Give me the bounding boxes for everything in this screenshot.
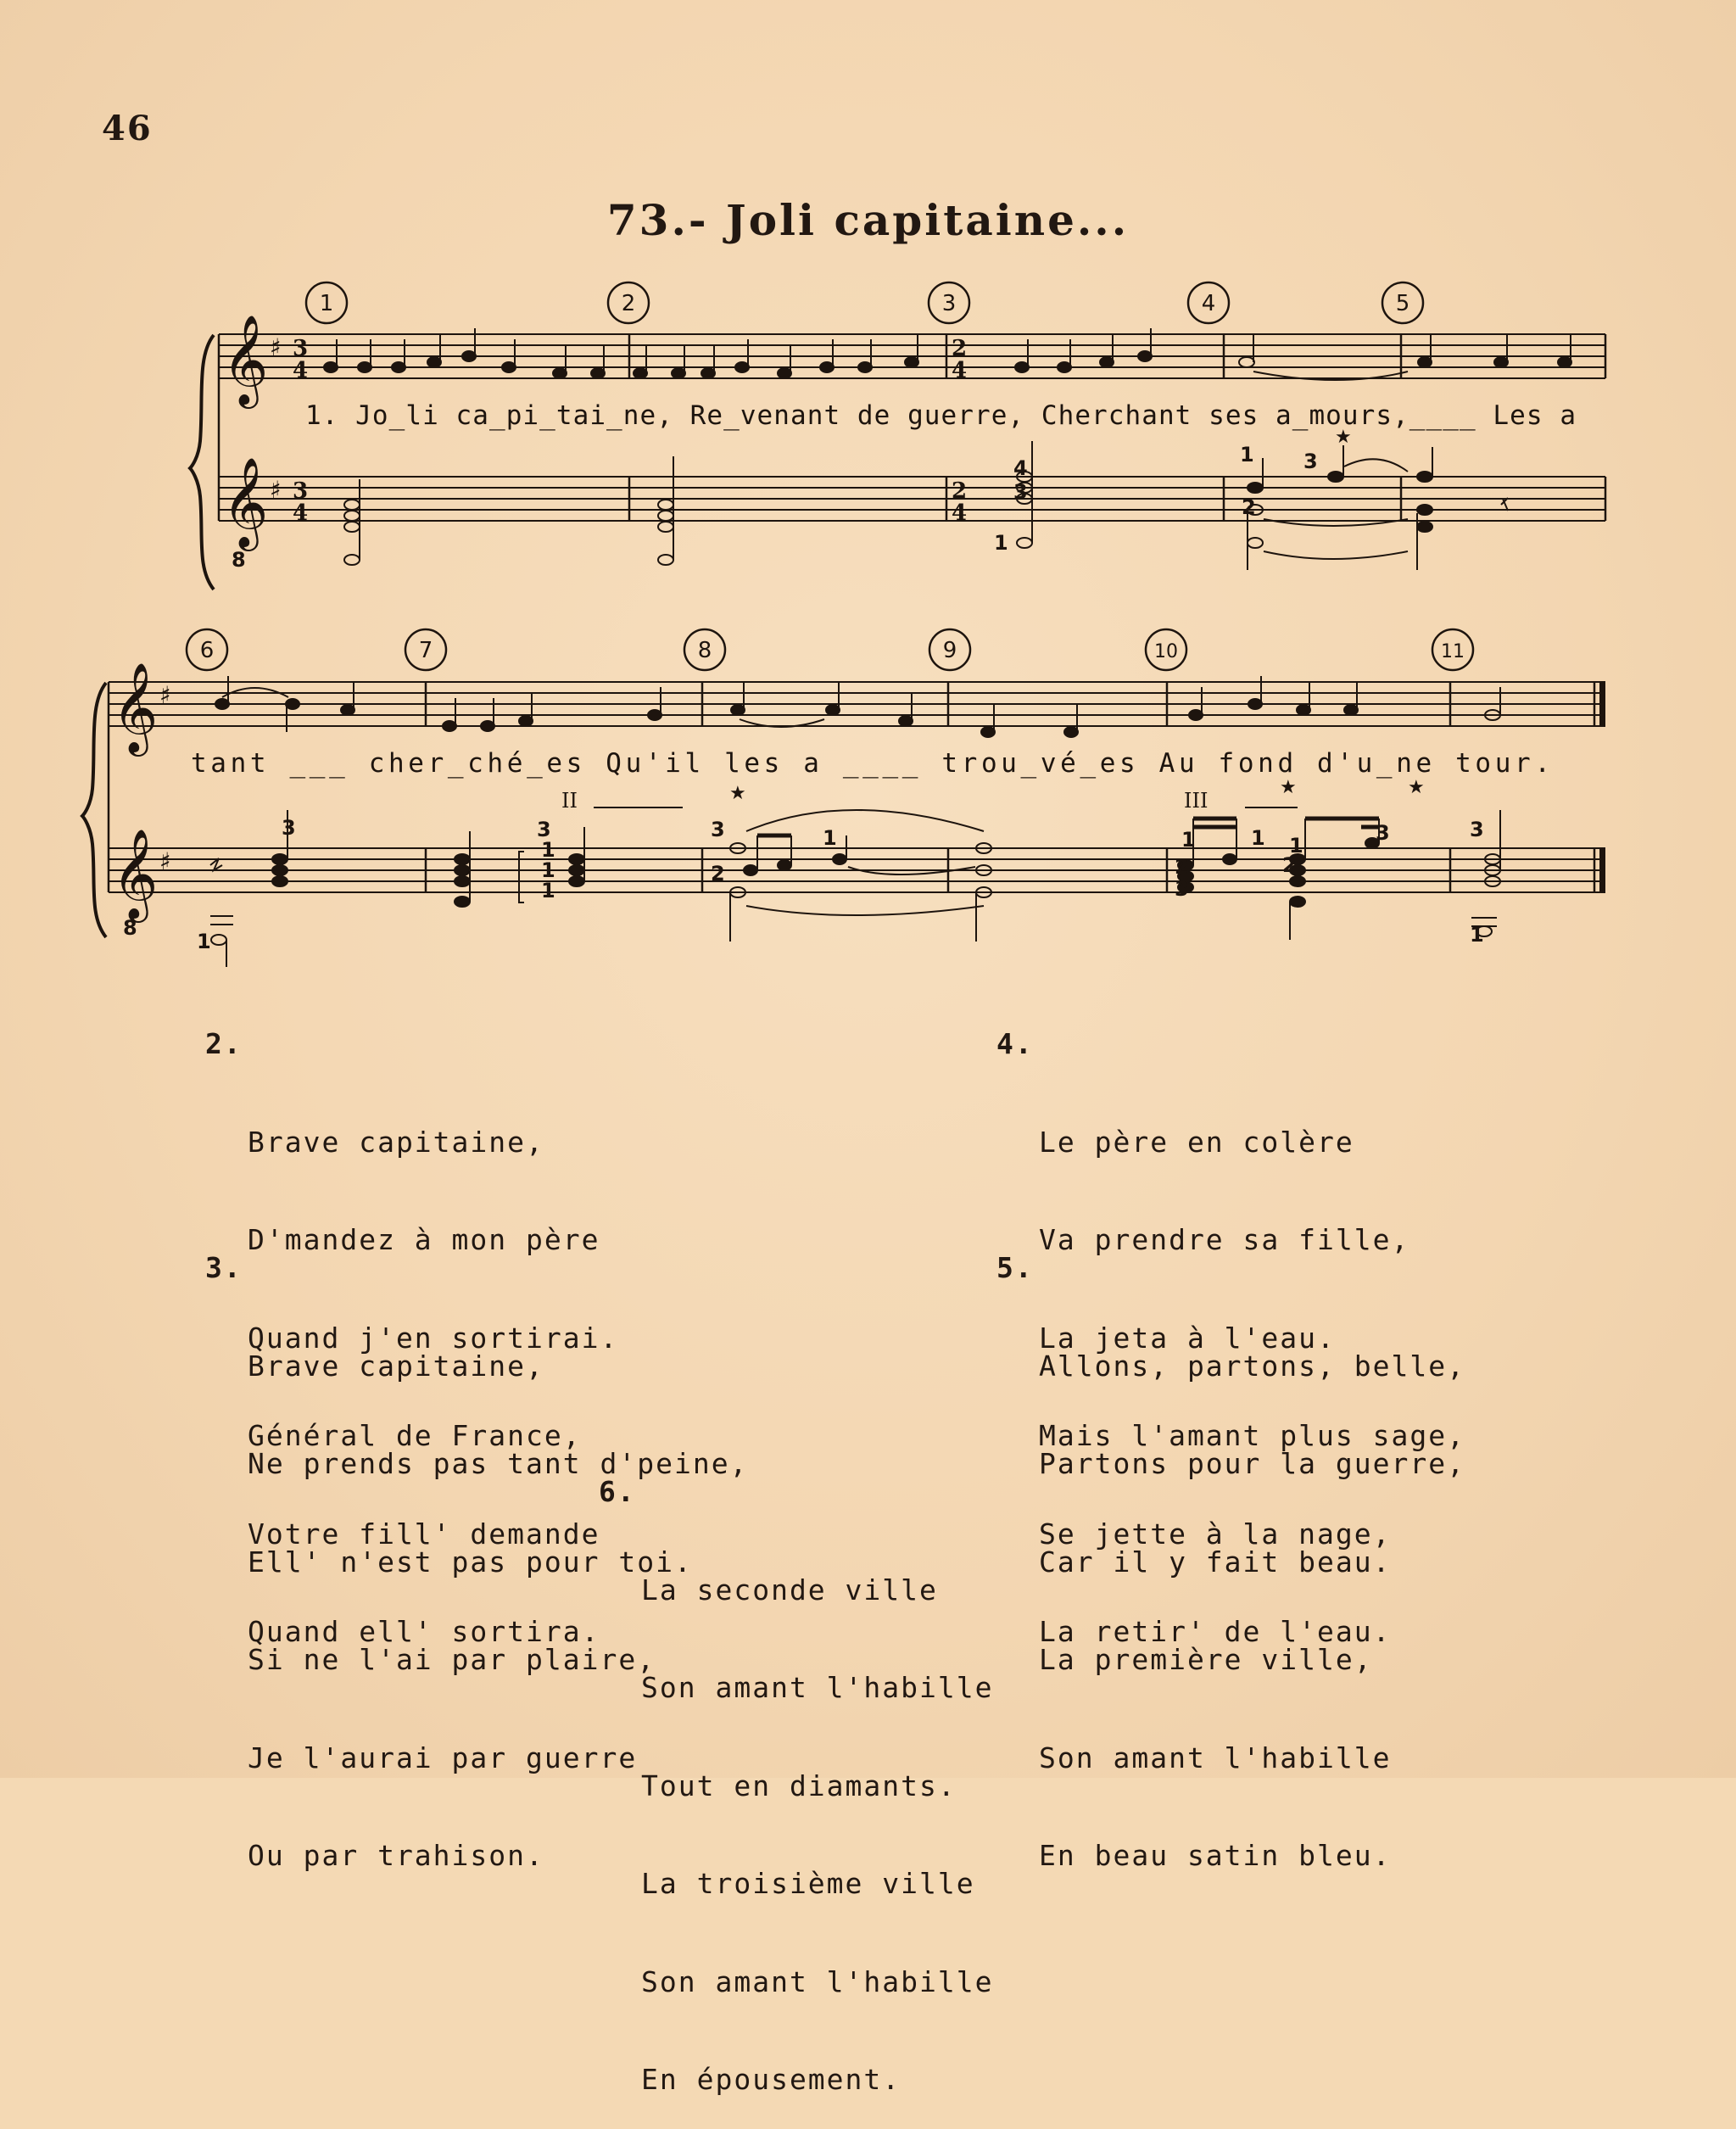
verse-line: En beau satin bleu.	[1039, 1839, 1392, 1872]
system1-measure-circles	[306, 282, 1423, 323]
verse-line: Allons, partons, belle,	[1039, 1349, 1465, 1383]
measure-number: 3	[941, 291, 957, 316]
verse-line: La première ville,	[1039, 1643, 1373, 1676]
verse-line: Car il y fait beau.	[1039, 1545, 1392, 1579]
fingering: 3	[711, 818, 725, 841]
system1-guitar-chords	[344, 441, 1508, 570]
measure-number: 10	[1154, 641, 1178, 662]
fingering: 4	[1013, 456, 1028, 480]
verse-line: Va prendre sa fille,	[1039, 1223, 1410, 1256]
system2-brace	[82, 683, 106, 937]
verse-5	[996, 1251, 1465, 1905]
star-icon: ★	[729, 783, 746, 804]
svg-text:4: 4	[952, 500, 968, 526]
measure-number: 1	[319, 291, 334, 316]
fingering: 1	[541, 838, 555, 862]
svg-text:4: 4	[293, 358, 309, 383]
verse-line: Brave capitaine,	[248, 1125, 544, 1159]
system1-vocal-staff	[219, 334, 1605, 378]
fingering: 3	[1303, 450, 1318, 473]
fingering: 2	[1175, 855, 1189, 879]
fingering: 1	[994, 531, 1008, 555]
verse-number: 3.	[205, 1251, 243, 1284]
system2-vocal-notes	[215, 676, 1500, 737]
lyric-line-1: 1. Jo_li ca_pi_tai_ne, Re_venant de guerre, Cherchant ses a_mours,____ Les a	[305, 400, 1577, 431]
fingering: 1	[541, 858, 555, 882]
fingering: 1	[1289, 834, 1303, 858]
fingering: 2	[1242, 495, 1256, 519]
measure-number: 7	[418, 638, 433, 663]
svg-text:4: 4	[293, 500, 309, 526]
score-svg	[0, 0, 1736, 1018]
measure-number: 8	[697, 638, 712, 663]
fingering: 2	[1282, 853, 1297, 877]
star-icon: ★	[1335, 427, 1352, 448]
sharp-icon: ♯	[270, 333, 282, 361]
fingering: 1	[1181, 828, 1196, 852]
system1-brace	[190, 335, 214, 590]
verse-line: Partons pour la guerre,	[1039, 1447, 1465, 1480]
treble-clef-icon: 𝄞	[112, 828, 159, 919]
sharp-icon: ♯	[159, 681, 171, 709]
verse-line: La retir' de l'eau.	[1039, 1615, 1392, 1648]
sharp-icon: ♯	[270, 476, 282, 504]
treble-clef-icon: 𝄞	[112, 662, 159, 752]
time-signature: 3	[293, 336, 309, 361]
verse-line: La seconde ville	[641, 1573, 938, 1607]
music-score	[0, 0, 1736, 1018]
verse-line: Quand ell' sortira.	[248, 1615, 600, 1648]
fingering: 1	[1251, 826, 1265, 850]
system2-guitar-chords	[210, 810, 1500, 967]
fingering: 2	[711, 862, 725, 886]
measure-number: 6	[199, 638, 215, 663]
fingering: 3	[1013, 480, 1028, 504]
octave-mark: 8	[232, 548, 246, 572]
fingering: 1	[823, 826, 837, 850]
system1-vocal-notes	[324, 328, 1571, 380]
fingering: 3	[1470, 818, 1484, 841]
page-number: 46	[102, 109, 153, 148]
verse-line: Ell' n'est pas pour toi.	[248, 1545, 693, 1579]
measure-number: 5	[1395, 291, 1410, 316]
verse-line: D'mandez à mon père	[248, 1223, 600, 1256]
verse-line: Quand j'en sortirai.	[248, 1321, 619, 1355]
time-signature: 2	[952, 336, 968, 361]
sharp-icon: ♯	[159, 847, 171, 875]
verse-line: La jeta à l'eau.	[1039, 1321, 1336, 1355]
lyric-line-2: tant ___ cher_ché_es Qu'il les a ____ trou_vé_es Au fond d'u_ne tour.	[191, 748, 1553, 779]
verse-line: Tout en diamants.	[641, 1769, 957, 1802]
verse-line: Ou par trahison.	[248, 1839, 544, 1872]
verse-line: Général de France,	[248, 1419, 582, 1452]
verse-line: Votre fill' demande	[248, 1517, 600, 1551]
fingering: 3	[1376, 821, 1390, 845]
verse-line: Si ne l'ai par plaire,	[248, 1643, 656, 1676]
star-icon: ★	[1408, 777, 1425, 798]
treble-clef-icon: 𝄞	[222, 456, 269, 547]
measure-number: 2	[621, 291, 636, 316]
system2-vocal-staff	[109, 682, 1605, 726]
verse-line: Je l'aurai par guerre	[248, 1741, 638, 1774]
song-title: 73.- Joli capitaine...	[606, 195, 1130, 245]
fingering: 1	[541, 879, 555, 902]
star-icon: ★	[1280, 777, 1297, 798]
position-marker: III	[1184, 789, 1209, 813]
verse-line: Se jette à la nage,	[1039, 1517, 1392, 1551]
verse-line: Brave capitaine,	[248, 1349, 544, 1383]
time-signature: 2	[952, 478, 968, 504]
measure-number: 9	[942, 638, 957, 663]
measure-number: 4	[1201, 291, 1216, 316]
verse-line: En épousement.	[641, 2063, 901, 2096]
verse-line: Son amant l'habille	[1039, 1741, 1392, 1774]
octave-mark: 8	[123, 916, 137, 940]
verse-number: 2.	[205, 1027, 243, 1060]
verse-line: Son amant l'habille	[641, 1964, 994, 1998]
fingering: 1	[1470, 923, 1484, 947]
verse-6	[599, 1475, 994, 2129]
measure-number: 11	[1441, 641, 1465, 662]
system1-guitar-staff	[219, 477, 1605, 521]
verse-line: Ne prends pas tant d'peine,	[248, 1447, 749, 1480]
system2-measure-circles	[187, 629, 1473, 670]
fingering: 3	[1175, 877, 1189, 901]
verse-line: La troisième ville	[641, 1867, 975, 1900]
verse-number: 6.	[599, 1475, 636, 1508]
fingering: 3	[282, 816, 296, 840]
time-signature: 3	[293, 478, 309, 504]
verse-number: 4.	[996, 1027, 1034, 1060]
verse-line: Le père en colère	[1039, 1125, 1354, 1159]
position-marker: II	[561, 789, 578, 813]
verse-number: 5.	[996, 1251, 1034, 1284]
system2-barlines	[109, 682, 1605, 892]
treble-clef-icon: 𝄞	[222, 314, 269, 405]
verse-line: Mais l'amant plus sage,	[1039, 1419, 1465, 1452]
fingering: 1	[197, 930, 211, 953]
svg-text:4: 4	[952, 358, 968, 383]
fingering: 1	[1240, 443, 1254, 467]
fingering: 3	[537, 818, 551, 841]
verse-line: Son amant l'habille	[641, 1671, 994, 1704]
